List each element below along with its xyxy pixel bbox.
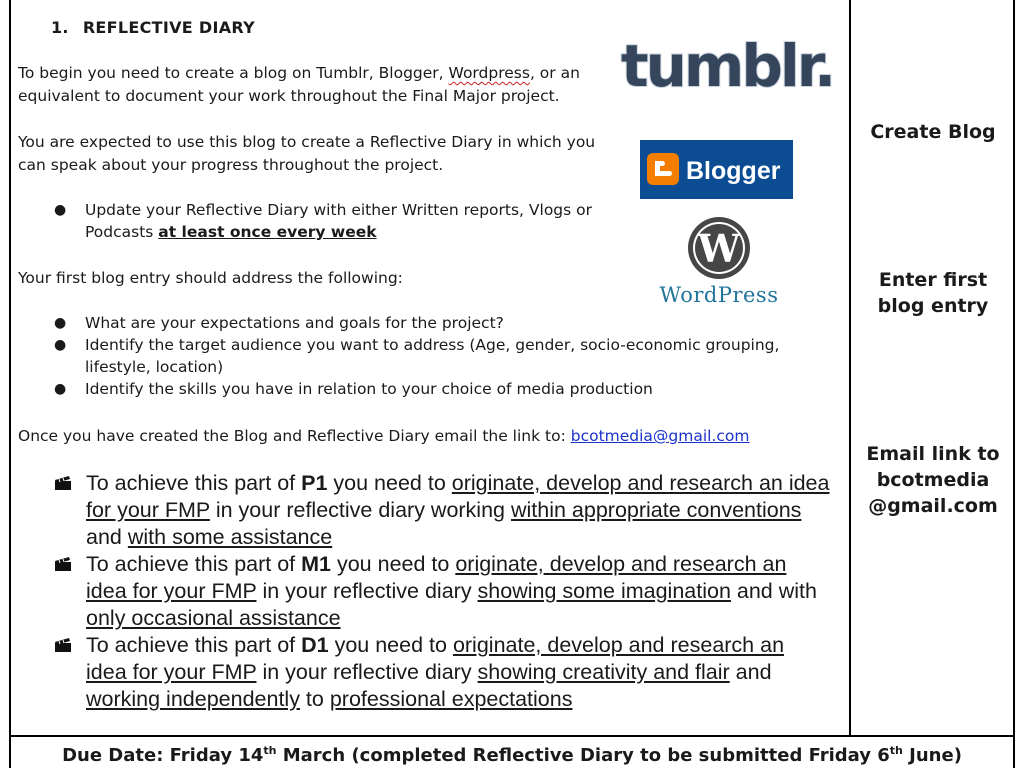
blogger-logo-text: Blogger (686, 157, 781, 185)
intro-text-end: , or an equivalent to document your work throughout the Final Major project. (18, 64, 580, 105)
side-label-text: bcotmedia (876, 469, 990, 491)
criteria-item-d1 (50, 632, 830, 713)
criteria-text: and (729, 660, 772, 684)
tumblr-logo-text: tumblr. (620, 32, 834, 100)
list-item (18, 312, 828, 334)
wordpress-icon (688, 217, 750, 279)
criteria-text: To achieve this part of (86, 633, 302, 657)
side-label-text: Enter first (878, 269, 988, 291)
grade-label: D1 (301, 633, 329, 657)
bullet-icon: ● (54, 381, 67, 397)
bullet-icon: ● (54, 315, 67, 331)
clapperboard-icon (54, 556, 72, 572)
list-item-text: Identify the skills you have in relation to your choice of media production (85, 380, 653, 398)
due-date-text: June) (902, 745, 962, 766)
criteria-text: to (299, 687, 330, 711)
criteria-item-p1 (50, 470, 830, 551)
criteria-underlined: showing some imagination (477, 579, 731, 603)
bullet-icon: ● (54, 202, 67, 218)
spelling-flagged-word: Wordpress (448, 64, 530, 82)
criteria-text: in your reflective diary (256, 660, 478, 684)
side-label-first-entry (851, 267, 1015, 319)
ordinal-suffix: th (263, 744, 277, 757)
side-label-text: blog entry (877, 295, 989, 317)
criteria-text: To achieve this part of (86, 471, 302, 495)
grade-label: P1 (301, 471, 328, 495)
intro-text-start: To begin you need to create a blog on Tumblr, Blogger, (18, 64, 449, 82)
due-date-text: March (completed Reflective Diary to be submitted Friday 6 (276, 745, 890, 766)
criteria-text: you need to (328, 633, 453, 657)
list-item-text: What are your expectations and goals for the project? (85, 314, 504, 332)
criteria-text: in your reflective diary (256, 579, 478, 603)
criteria-text: you need to (327, 471, 452, 495)
criteria-item-m1 (50, 551, 830, 632)
list-item-text: Identify the target audience you want to address (Age, gender, socio-economic grouping, lifestyle, location) (85, 336, 780, 376)
purpose-paragraph: You are expected to use this blog to create a Reflective Diary in which you can speak about your progress throughout the project. (18, 133, 596, 174)
grade-label: M1 (301, 552, 331, 576)
criteria-underlined: showing creativity and flair (477, 660, 730, 684)
svg-text:W: W (697, 226, 741, 271)
side-label-text: Email link to (866, 443, 1000, 465)
criteria-underlined: only occasional assistance (86, 606, 341, 630)
section-number: 1. (51, 18, 69, 37)
grading-criteria-list (50, 470, 830, 713)
intro-paragraph (18, 62, 638, 108)
blogger-logo (640, 140, 793, 199)
update-frequency: at least once every week (158, 223, 377, 241)
side-label-create-blog (851, 119, 1015, 145)
email-instruction-text: Once you have created the Blog and Reflective Diary email the link to: (18, 427, 571, 445)
criteria-text: To achieve this part of (86, 552, 302, 576)
criteria-underlined: working independently (86, 687, 300, 711)
due-date-text: Due Date: Friday 14 (62, 745, 264, 766)
wordpress-logo-text: WordPress (659, 283, 779, 307)
email-link[interactable]: bcotmedia@gmail.com (570, 427, 750, 445)
update-bullet-list (18, 199, 618, 243)
criteria-underlined: with some assistance (127, 525, 333, 549)
criteria-underlined: within appropriate conventions (510, 498, 802, 522)
list-item (18, 199, 618, 243)
wordpress-logo (652, 214, 787, 309)
list-item (18, 378, 828, 400)
criteria-text: and (86, 525, 128, 549)
criteria-text: and with (730, 579, 817, 603)
criteria-text: in your reflective diary working (209, 498, 511, 522)
ordinal-suffix: th (889, 744, 903, 757)
criteria-text: you need to (331, 552, 456, 576)
section-title: REFLECTIVE DIARY (82, 18, 256, 37)
list-item (18, 334, 828, 378)
clapperboard-icon (54, 637, 72, 653)
criteria-underlined: professional expectations (329, 687, 573, 711)
clapperboard-icon (54, 475, 72, 491)
blogger-logo-graphic (640, 140, 793, 199)
due-date (11, 737, 1013, 768)
section-heading (51, 18, 255, 37)
criteria-underlined: originate, develop and research an idea for your FMP (86, 552, 787, 603)
side-label-text: Create Blog (870, 121, 996, 143)
column-divider (849, 0, 851, 735)
side-label-text: @gmail.com (868, 495, 998, 517)
tumblr-logo (620, 20, 834, 108)
criteria-underlined: originate, develop and research an idea for your FMP (86, 471, 830, 522)
first-entry-intro: Your first blog entry should address the following: (18, 269, 403, 287)
side-label-email (851, 441, 1015, 519)
blogger-icon (647, 153, 679, 185)
update-text: Update your Reflective Diary with either Written reports, Vlogs or Podcasts (85, 201, 593, 241)
criteria-underlined: originate, develop and research an idea for your FMP (86, 633, 785, 684)
bullet-icon: ● (54, 337, 67, 353)
email-instruction (18, 425, 818, 448)
first-entry-list (18, 312, 828, 400)
